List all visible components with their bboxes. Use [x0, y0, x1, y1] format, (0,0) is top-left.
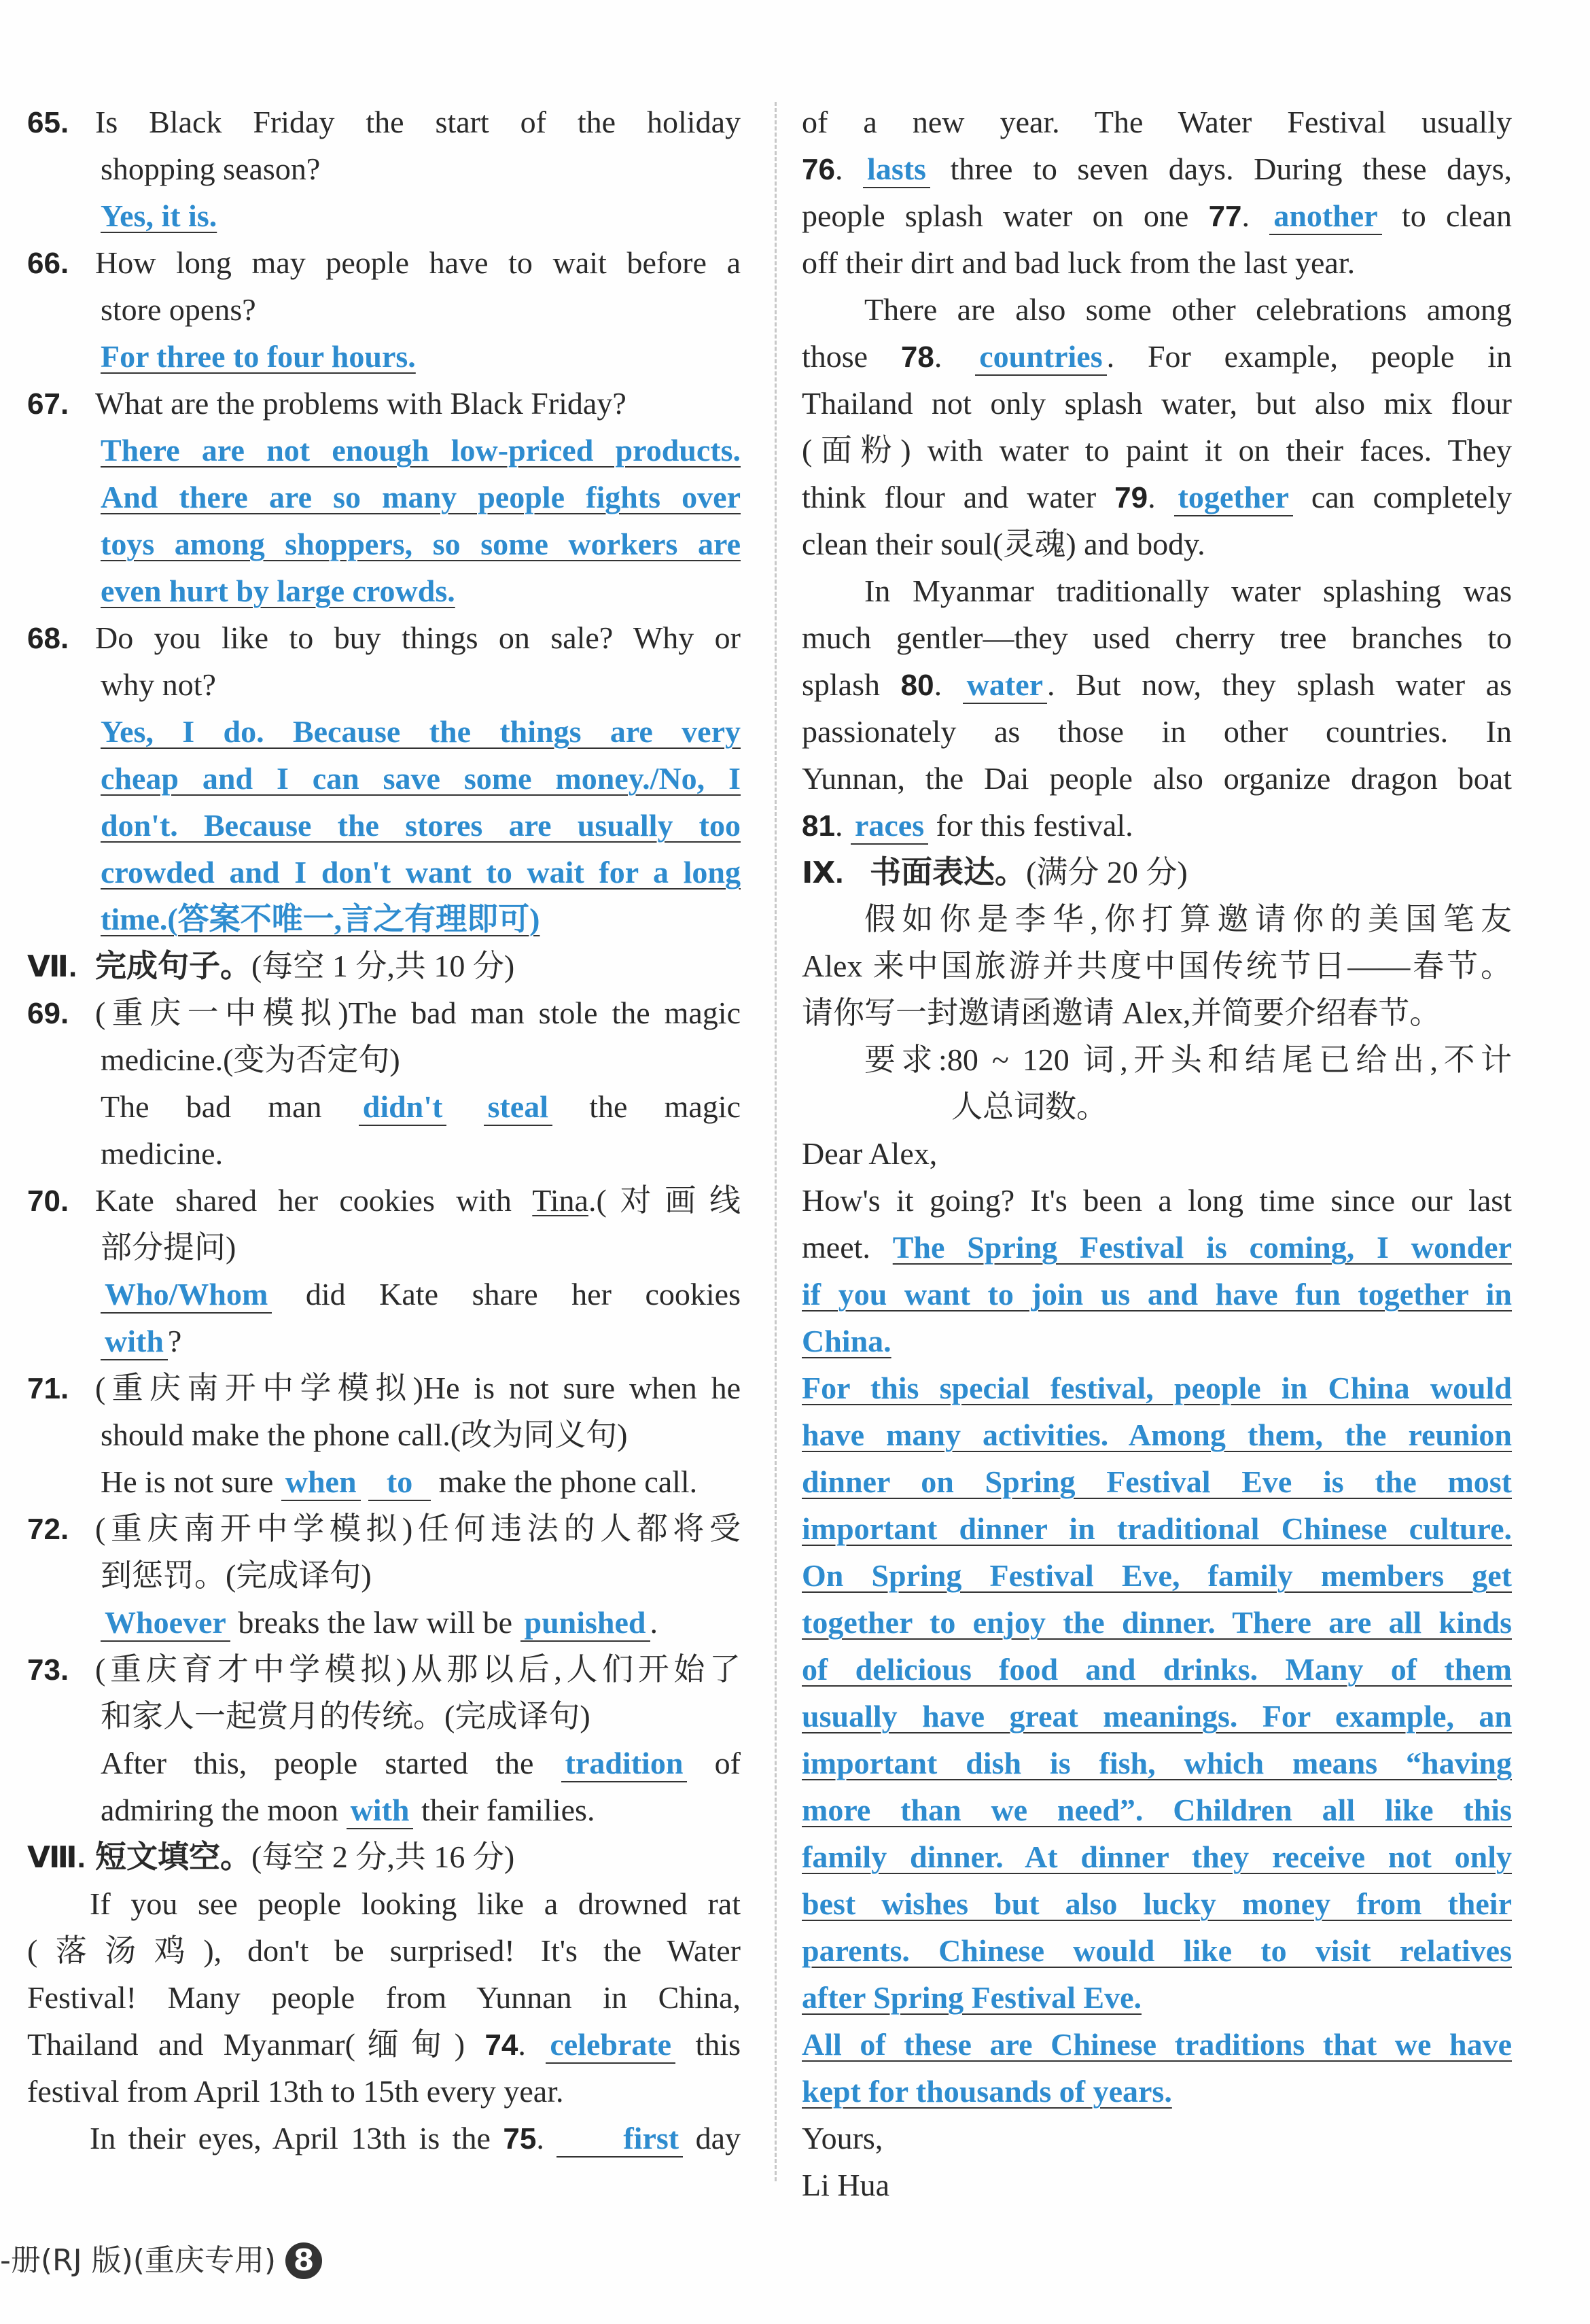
answer-blank: didn't: [359, 1089, 447, 1126]
text-line: [27, 99, 741, 145]
text-line: [27, 2021, 741, 2068]
text-line: [802, 1740, 1512, 1786]
answer-blank: races: [851, 808, 928, 845]
text-line: [27, 380, 741, 427]
answer-blank: tradition: [561, 1746, 688, 1782]
text-segment: [361, 1464, 369, 1499]
text-line: [27, 1552, 741, 1599]
answer-text: For three to four hours.: [101, 339, 416, 374]
text-line: [802, 2021, 1512, 2068]
answer-blank: Whoever: [101, 1605, 230, 1642]
text-segment: .: [834, 152, 864, 186]
text-segment: to clean: [1381, 198, 1513, 233]
blank-number: 77: [1208, 200, 1242, 233]
text-line: [802, 474, 1512, 521]
question-number: 72.: [27, 1513, 69, 1546]
text-segment: those: [802, 339, 901, 374]
blank-number: 80: [900, 669, 934, 702]
text-segment: think flour and water: [802, 480, 1115, 514]
text-segment: Festival! Many people from Yunnan in China,: [27, 1980, 741, 2015]
text-segment: admiring the moon: [101, 1793, 347, 1827]
question-number: 65.: [27, 106, 69, 139]
text-segment: Dear Alex,: [802, 1136, 938, 1171]
text-segment: of: [687, 1746, 741, 1780]
section-title: 书面表达。: [870, 853, 1026, 890]
answer-text: And there are so many people fights over: [101, 480, 741, 514]
text-segment: Yunnan, the Dai people also organize dragon boat: [802, 761, 1512, 796]
text-line: [802, 1177, 1512, 1224]
text-line: [27, 1036, 741, 1083]
text-segment: 部分提问): [101, 1230, 236, 1265]
answer-blank: another: [1269, 198, 1381, 235]
text-segment: splash: [802, 667, 901, 702]
answer-blank: countries: [975, 339, 1106, 376]
text-line: [27, 1693, 741, 1740]
text-segment: . For example, people in: [1106, 339, 1513, 374]
answer-text: have many activities. Among them, the reunion: [802, 1418, 1512, 1452]
text-line: [802, 1318, 1512, 1365]
answer-text: parents. Chinese would like to visit relatives: [802, 1933, 1512, 1968]
text-segment: In Myanmar traditionally water splashing was: [864, 574, 1512, 608]
text-segment: Yours,: [802, 2121, 883, 2155]
answer-text: important dish is fish, which means “having: [802, 1746, 1512, 1780]
text-segment: for this festival.: [928, 808, 1133, 843]
text-segment: ?: [167, 1324, 182, 1358]
text-line: [27, 849, 741, 896]
text-line: [802, 708, 1512, 755]
section-title: 完成句子。: [95, 947, 251, 984]
answer-text: Yes, it is.: [101, 198, 217, 233]
text-line: [27, 521, 741, 567]
text-segment: Thailand and Myanmar(缅甸): [27, 2027, 485, 2062]
text-line: [802, 2068, 1512, 2115]
text-line: [27, 1974, 741, 2021]
text-line: [27, 427, 741, 474]
text-line: [802, 802, 1512, 849]
answer-blank: Who/Whom: [101, 1277, 272, 1314]
text-line: [802, 1036, 1512, 1083]
text-line: [802, 849, 1512, 896]
answer-text: toys among shoppers, so some workers are: [101, 527, 741, 561]
answer-blank: with: [101, 1324, 168, 1360]
text-line: [802, 1693, 1512, 1740]
question-number: 66.: [27, 247, 69, 280]
text-segment: (重庆育才中学模拟)从那以后,人们开始了: [95, 1652, 741, 1687]
text-line: [802, 1224, 1512, 1271]
answer-blank: lasts: [863, 152, 930, 188]
answer-blank: punished: [520, 1605, 650, 1642]
text-line: [27, 1833, 741, 1880]
text-line: [27, 661, 741, 708]
text-segment: .: [650, 1605, 658, 1640]
answer-text: if you want to join us and have fun together in: [802, 1277, 1512, 1311]
text-segment: store opens?: [101, 292, 256, 327]
text-segment: How's it going? It's been a long time since our last: [802, 1183, 1512, 1218]
answer-blank: to: [368, 1464, 431, 1501]
text-line: [27, 145, 741, 192]
text-segment: Thailand not only splash water, but also mix flour: [802, 386, 1512, 421]
text-segment: did Kate share her cookies: [272, 1277, 741, 1311]
text-line: [802, 1880, 1512, 1927]
text-segment: There are also some other celebrations among: [864, 292, 1512, 327]
text-segment: of a new year. The Water Festival usually: [802, 105, 1512, 139]
question-number: Ⅸ.: [802, 856, 844, 890]
left-column: [27, 99, 741, 2162]
blank-number: 75: [503, 2122, 537, 2155]
text-segment: can completely: [1293, 480, 1513, 514]
text-segment: Li Hua: [802, 2168, 890, 2202]
answer-blank: steal: [484, 1089, 552, 1126]
answer-blank: celebrate: [546, 2027, 675, 2064]
text-segment: should make the phone call.(改为同义句): [101, 1418, 628, 1452]
text-line: [27, 1177, 741, 1224]
text-line: [27, 1786, 741, 1833]
answer-blank: with: [347, 1793, 414, 1829]
column-divider: [775, 102, 777, 2181]
text-line: [27, 1224, 741, 1271]
text-line: [802, 1974, 1512, 2021]
text-segment: .: [934, 667, 963, 702]
text-line: [27, 286, 741, 333]
page-footer: [0, 2236, 322, 2279]
text-line: [802, 1411, 1512, 1458]
text-segment: 请你写一封邀请函邀请 Alex,并简要介绍春节。: [802, 996, 1441, 1030]
text-segment: Is Black Friday the start of the holiday: [95, 105, 741, 139]
text-segment: medicine.(变为否定句): [101, 1042, 400, 1077]
answer-blank: first: [556, 2121, 683, 2158]
text-line: [27, 1083, 741, 1130]
text-segment: (落汤鸡), don't be surprised! It's the Water: [27, 1933, 741, 1968]
answer-text: of delicious food and drinks. Many of them: [802, 1652, 1512, 1687]
answer-text: usually have great meanings. For example, an: [802, 1699, 1512, 1733]
text-segment: Do you like to buy things on sale? Why or: [95, 620, 741, 655]
answer-blank: water: [963, 667, 1047, 704]
section-title: 短文填空。: [95, 1838, 251, 1875]
text-segment: meet.: [802, 1230, 893, 1265]
text-segment: Kate shared her cookies with: [95, 1183, 533, 1218]
text-line: [802, 1833, 1512, 1880]
answer-text: after Spring Festival Eve.: [802, 1980, 1142, 2015]
text-line: [802, 614, 1512, 661]
text-line: [802, 521, 1512, 567]
text-segment: passionately as those in other countries. In: [802, 714, 1512, 749]
text-segment: this: [675, 2027, 741, 2062]
text-line: [802, 333, 1512, 380]
question-number: 68.: [27, 622, 69, 655]
text-segment: (重庆南开中学模拟)任何违法的人都将受: [95, 1511, 741, 1546]
text-line: [802, 1505, 1512, 1552]
text-line: [802, 1458, 1512, 1505]
text-line: [802, 1271, 1512, 1318]
text-segment: (每空 1 分,共 10 分): [251, 949, 515, 983]
text-line: [27, 614, 741, 661]
text-segment: How long may people have to wait before a: [95, 245, 741, 280]
question-number: Ⅶ.: [27, 950, 77, 983]
text-segment: medicine.: [101, 1136, 224, 1171]
text-line: [802, 1786, 1512, 1833]
text-line: [27, 708, 741, 755]
text-segment: (满分 20 分): [1026, 855, 1188, 890]
text-line: [802, 1646, 1512, 1693]
text-segment: .: [518, 2027, 546, 2062]
text-segment: off their dirt and bad luck from the last year.: [802, 245, 1356, 280]
text-segment: shopping season?: [101, 152, 321, 186]
text-line: [802, 2115, 1512, 2162]
text-segment: (每空 2 分,共 16 分): [251, 1839, 515, 1874]
text-segment: .: [834, 808, 851, 843]
text-line: [27, 1365, 741, 1411]
text-line: [802, 145, 1512, 192]
text-segment: 人总词数。: [951, 1089, 1108, 1124]
answer-text: For this special festival, people in China would: [802, 1371, 1512, 1405]
answer-text: more than we need”. Children all like this: [802, 1793, 1512, 1827]
answer-blank: together: [1174, 480, 1293, 516]
text-line: [27, 896, 741, 943]
answer-text: don't. Because the stores are usually too: [101, 808, 741, 843]
text-line: [27, 1646, 741, 1693]
text-line: [27, 1505, 741, 1552]
text-segment: festival from April 13th to 15th every year.: [27, 2074, 564, 2109]
answer-text: family dinner. At dinner they receive not only: [802, 1839, 1512, 1874]
text-line: [27, 2115, 741, 2162]
text-segment: 和家人一起赏月的传统。(完成译句): [101, 1699, 590, 1733]
answer-text: important dinner in traditional Chinese culture.: [802, 1511, 1512, 1546]
text-segment: . But now, they splash water as: [1047, 667, 1513, 702]
question-number: 70.: [27, 1184, 69, 1218]
text-line: [27, 1271, 741, 1318]
text-line: [27, 1927, 741, 1974]
text-line: [27, 1599, 741, 1646]
answer-text: All of these are Chinese traditions that we have: [802, 2027, 1512, 2062]
text-segment: After this, people started the: [101, 1746, 561, 1780]
answer-text: There are not enough low-priced products.: [101, 433, 741, 468]
text-line: [802, 1083, 1512, 1130]
text-line: [802, 1927, 1512, 1974]
text-line: [802, 427, 1512, 474]
blank-number: 81: [802, 809, 835, 843]
text-segment: the magic: [552, 1089, 741, 1124]
text-segment: [446, 1089, 483, 1124]
question-number: 69.: [27, 997, 69, 1030]
footer-book-label: -册(RJ 版)(重庆专用): [0, 2243, 277, 2278]
text-line: [802, 755, 1512, 802]
answer-text: cheap and I can save some money./No, I: [101, 761, 741, 796]
text-segment: much gentler—they used cherry tree branches to: [802, 620, 1512, 655]
text-line: [802, 943, 1512, 989]
answer-text: On Spring Festival Eve, family members get: [802, 1558, 1512, 1593]
text-segment: The bad man: [101, 1089, 359, 1124]
text-line: [802, 286, 1512, 333]
text-line: [802, 239, 1512, 286]
blank-number: 78: [900, 340, 934, 374]
text-line: [27, 989, 741, 1036]
text-segment: (重庆一中模拟)The bad man stole the magic: [95, 996, 741, 1030]
text-line: [802, 1599, 1512, 1646]
text-line: [802, 2162, 1512, 2208]
text-line: [802, 1130, 1512, 1177]
text-line: [802, 192, 1512, 239]
answer-text: time.(答案不唯一,言之有理即可): [101, 902, 540, 936]
answer-text: China.: [802, 1324, 891, 1358]
right-column: [802, 99, 1512, 2208]
answer-text: kept for thousands of years.: [802, 2074, 1172, 2109]
text-line: [27, 943, 741, 989]
text-line: [802, 567, 1512, 614]
text-line: [27, 192, 741, 239]
text-segment: If you see people looking like a drowned rat: [90, 1886, 741, 1921]
text-line: [27, 1318, 741, 1365]
text-segment: Alex 来中国旅游并共度中国传统节日——春节。: [802, 949, 1512, 983]
text-line: [27, 567, 741, 614]
question-number: 67.: [27, 387, 69, 421]
text-line: [802, 896, 1512, 943]
underlined-word: Tina: [532, 1183, 588, 1218]
text-segment: .: [1241, 198, 1270, 233]
answer-text: together to enjoy the dinner. There are all kinds: [802, 1605, 1512, 1640]
text-segment: make the phone call.: [431, 1464, 698, 1499]
text-segment: (面粉) with water to paint it on their faces. They: [802, 433, 1512, 468]
answer-text: The Spring Festival is coming, I wonder: [892, 1230, 1512, 1265]
text-segment: people splash water on one: [802, 198, 1209, 233]
text-segment: why not?: [101, 667, 216, 702]
text-segment: day: [683, 2121, 741, 2155]
text-segment: clean their soul(灵魂) and body.: [802, 527, 1205, 561]
blank-number: 74: [484, 2028, 518, 2062]
text-line: [802, 1365, 1512, 1411]
question-number: Ⅷ.: [27, 1841, 86, 1874]
text-segment: three to seven days. During these days,: [930, 152, 1513, 186]
text-line: [27, 333, 741, 380]
text-line: [27, 1458, 741, 1505]
text-line: [802, 1552, 1512, 1599]
answer-blank: when: [281, 1464, 361, 1501]
answer-text: even hurt by large crowds.: [101, 574, 455, 608]
text-line: [27, 1130, 741, 1177]
text-segment: .: [536, 2121, 557, 2155]
text-segment: 要求:80 ~ 120 词,开头和结尾已给出,不计: [864, 1042, 1512, 1077]
text-segment: In their eyes, April 13th is the: [90, 2121, 504, 2155]
text-line: [802, 989, 1512, 1036]
question-number: 71.: [27, 1372, 69, 1405]
text-line: [27, 474, 741, 521]
question-number: 73.: [27, 1653, 69, 1687]
text-segment: .(对画线: [588, 1183, 741, 1218]
text-segment: breaks the law will be: [230, 1605, 520, 1640]
blank-number: 76: [802, 153, 835, 186]
text-line: [802, 661, 1512, 708]
text-line: [27, 802, 741, 849]
text-line: [802, 380, 1512, 427]
text-line: [27, 1880, 741, 1927]
text-segment: 假如你是李华,你打算邀请你的美国笔友: [864, 902, 1512, 936]
text-line: [27, 1740, 741, 1786]
text-line: [27, 755, 741, 802]
text-line: [27, 1411, 741, 1458]
text-line: [27, 239, 741, 286]
text-segment: (重庆南开中学模拟)He is not sure when he: [95, 1371, 741, 1405]
answer-text: Yes, I do. Because the things are very: [101, 714, 741, 749]
blank-number: 79: [1114, 481, 1148, 514]
text-line: [27, 2068, 741, 2115]
text-segment: .: [1148, 480, 1174, 514]
answer-text: dinner on Spring Festival Eve is the most: [802, 1464, 1512, 1499]
text-segment: 到惩罚。(完成译句): [101, 1558, 372, 1593]
text-line: [802, 99, 1512, 145]
text-segment: He is not sure: [101, 1464, 281, 1499]
page-number: 8: [285, 2242, 322, 2279]
answer-text: crowded and I don't want to wait for a long: [101, 855, 741, 890]
answer-text: best wishes but also lucky money from their: [802, 1886, 1512, 1921]
text-segment: .: [934, 339, 976, 374]
text-segment: What are the problems with Black Friday?: [95, 386, 626, 421]
text-segment: their families.: [413, 1793, 595, 1827]
